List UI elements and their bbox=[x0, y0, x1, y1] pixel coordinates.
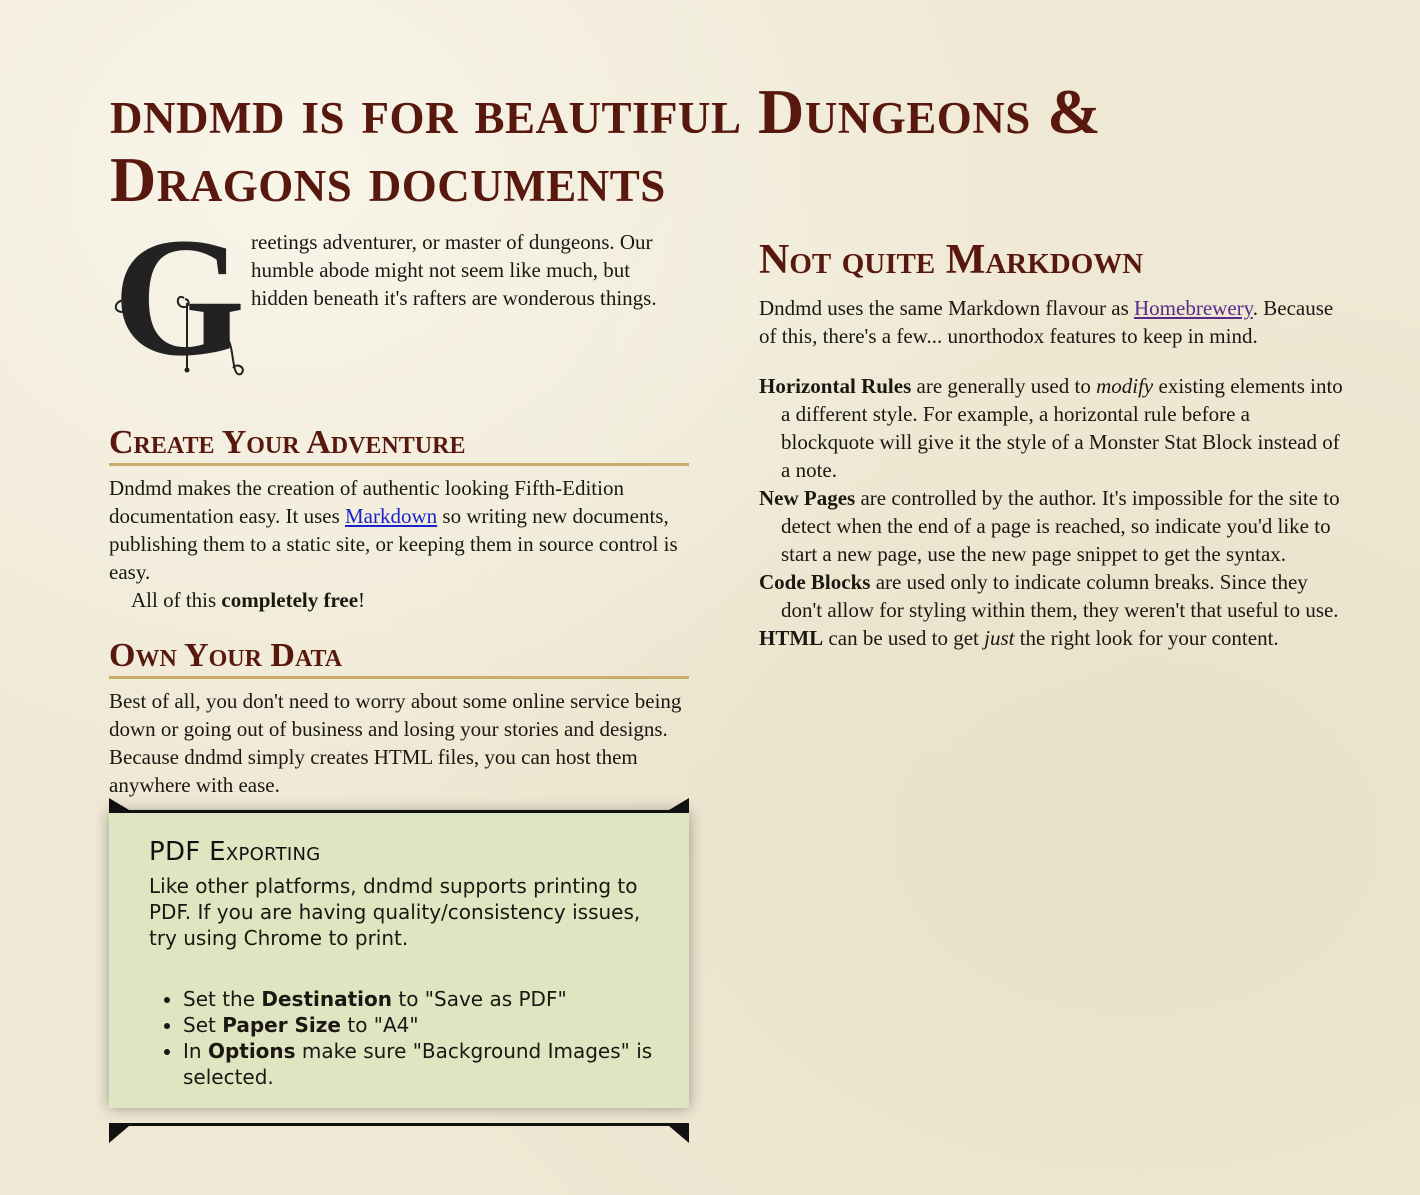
list-item: • Set Paper Size to "A4" bbox=[183, 1012, 693, 1038]
list-item: • Set the Destination to "Save as PDF" bbox=[183, 986, 693, 1012]
create-text-a: Dndmd makes the creation of authentic looking Fifth-Edition documentation easy. It uses bbox=[109, 476, 624, 528]
rule-code-blocks: Code Blocks are used only to indicate column breaks. Since they don't allow for styling within them, they weren't that useful to use. bbox=[759, 570, 1339, 622]
note-body bbox=[109, 812, 689, 1108]
own-section bbox=[109, 636, 689, 799]
free-paragraph bbox=[109, 586, 689, 614]
note-top-bar bbox=[109, 810, 689, 813]
page-title: dndmd is for beautiful Dungeons & Dragons documents bbox=[110, 76, 1102, 215]
own-heading: Own Your Data bbox=[109, 636, 689, 679]
markdown-text-b: . Because of this, there's a few... unorthodox features to keep in mind. bbox=[759, 296, 1334, 348]
markdown-heading: Not quite Markdown bbox=[759, 237, 1144, 283]
dropcap-letter: G bbox=[113, 203, 246, 391]
note-box bbox=[109, 795, 689, 1145]
rule-new-pages: New Pages are controlled by the author. It's impossible for the site to detect when the end of a page is reached, so indicate you'd like to start a new page, use the new page snippet to get the syntax. bbox=[759, 486, 1340, 566]
rule-horizontal: Horizontal Rules are generally used to modify existing elements into a different style. For example, a horizontal rule before a blockquote will give it the style of a Monster Stat Block instead of a note. bbox=[759, 374, 1343, 482]
dropcap bbox=[109, 203, 246, 393]
note-heading: PDF Exporting bbox=[149, 837, 321, 867]
create-paragraph bbox=[109, 474, 689, 586]
own-paragraph: Best of all, you don't need to worry about some online service being down or going out of business and losing your stories and designs. Because dndmd simply creates HTML files, you can host them anywhere with ease. bbox=[109, 689, 682, 797]
free-text-b: ! bbox=[358, 588, 366, 612]
list-item: • In Options make sure "Background Images" is selected. bbox=[183, 1038, 693, 1090]
homebrewery-link[interactable]: Homebrewery bbox=[1134, 296, 1253, 320]
markdown-link[interactable]: Markdown bbox=[345, 504, 438, 528]
free-text-a: All of this bbox=[131, 588, 222, 612]
left-column bbox=[109, 203, 689, 799]
create-section bbox=[109, 423, 689, 614]
intro-section bbox=[109, 203, 689, 398]
note-list bbox=[149, 986, 693, 1090]
note-bottom-bar bbox=[109, 1123, 689, 1126]
right-column bbox=[759, 236, 1344, 652]
rules-list bbox=[759, 372, 1344, 652]
markdown-text-a: Dndmd uses the same Markdown flavour as bbox=[759, 296, 1135, 320]
markdown-paragraph bbox=[759, 294, 1344, 350]
create-text-b: so writing new documents, publishing them to a static site, or keeping them in source control is easy. bbox=[109, 504, 678, 584]
intro-text: reetings adventurer, or master of dungeons. Our humble abode might not seem like much, but hidden beneath it's rafters are wonderous things. bbox=[251, 230, 657, 310]
rule-html: HTML can be used to get just the right look for your content. bbox=[759, 626, 1279, 650]
create-heading: Create Your Adventure bbox=[109, 423, 689, 466]
free-text-bold: completely free bbox=[221, 588, 359, 612]
note-paragraph: Like other platforms, dndmd supports printing to PDF. If you are having quality/consistency issues, try using Chrome to print. bbox=[149, 874, 641, 950]
